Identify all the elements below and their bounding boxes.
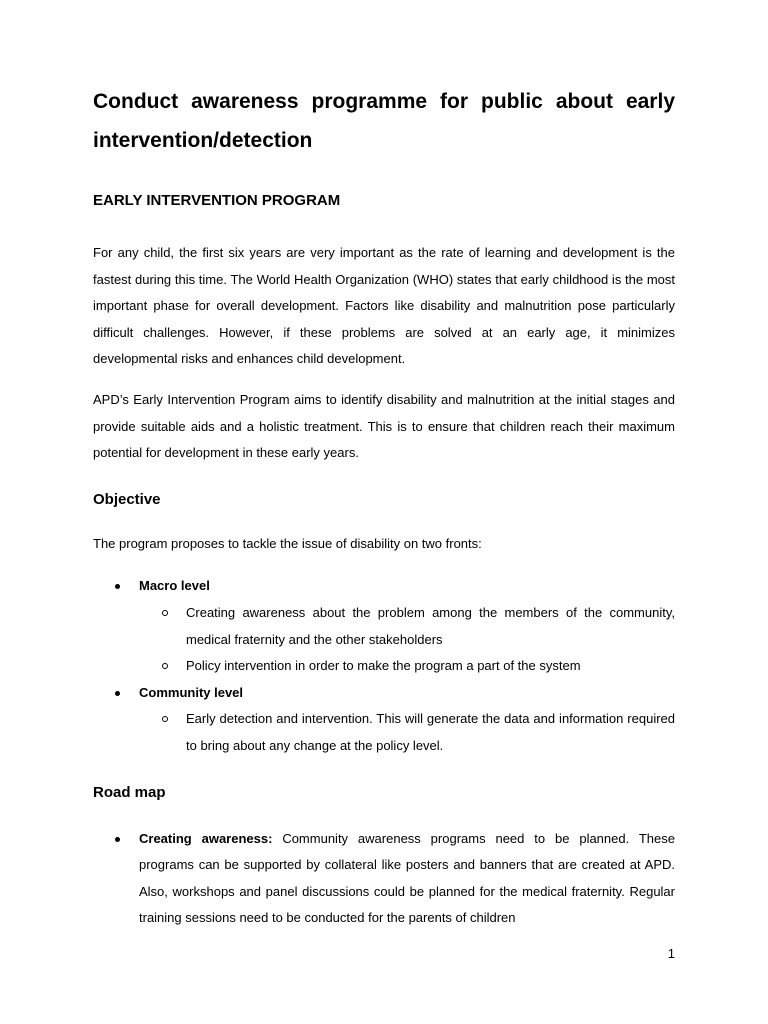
list-item	[139, 600, 675, 653]
bullet-circle-icon	[162, 663, 168, 669]
list-item-text: Policy intervention in order to make the program a part of the system	[186, 658, 581, 674]
list-item	[139, 706, 675, 759]
list-item	[139, 653, 675, 680]
page-number: 1	[667, 946, 675, 961]
macro-level-label: Macro level	[139, 578, 210, 594]
roadmap-heading: Road map	[93, 783, 166, 801]
list-item-text: Creating awareness about the problem among the members of the community, medical fraternity and the other stakeholders	[186, 604, 675, 647]
document-title: Conduct awareness programme for public about early intervention/detection	[93, 90, 675, 152]
objective-list	[93, 573, 675, 759]
community-level-sublist	[139, 706, 675, 759]
list-item	[93, 826, 675, 932]
list-item	[93, 573, 675, 679]
macro-level-sublist	[139, 600, 675, 680]
creating-awareness-text: Community awareness programs need to be planned. These programs can be supported by collateral like posters and banners that are created at APD. Also, workshops and panel discussions could be planned for the medical fraternity. Regular training sessions need to be conducted for the parents of children	[139, 830, 675, 926]
apd-paragraph: APD’s Early Intervention Program aims to identify disability and malnutrition at the initial stages and provide suitable aids and a holistic treatment. This is to ensure that children reach their maximum potential for development in these early years.	[93, 391, 675, 461]
objective-lead: The program proposes to tackle the issue of disability on two fronts:	[93, 535, 482, 551]
list-item-text: Early detection and intervention. This will generate the data and information required to bring about any change at the policy level.	[186, 711, 675, 753]
page-content	[93, 82, 675, 932]
bullet-dot-icon	[115, 837, 120, 842]
bullet-circle-icon	[162, 610, 168, 616]
section-heading: EARLY INTERVENTION PROGRAM	[93, 192, 341, 209]
roadmap-list	[93, 826, 675, 932]
objective-heading: Objective	[93, 490, 161, 508]
intro-paragraph: For any child, the first six years are very important as the rate of learning and development is the fastest during this time. The World Health Organization (WHO) states that early childhood is the most important phase for overall development. Factors like disability and malnutrition pose particularly difficult challenges. However, if these problems are solved at an early age, it minimizes developmental risks and enhances child development.	[93, 245, 675, 367]
bullet-dot-icon	[115, 691, 120, 696]
bullet-dot-icon	[115, 584, 120, 589]
creating-awareness-label: Creating awareness:	[139, 830, 273, 846]
bullet-circle-icon	[162, 716, 168, 722]
list-item	[93, 680, 675, 760]
community-level-label: Community level	[139, 684, 244, 700]
